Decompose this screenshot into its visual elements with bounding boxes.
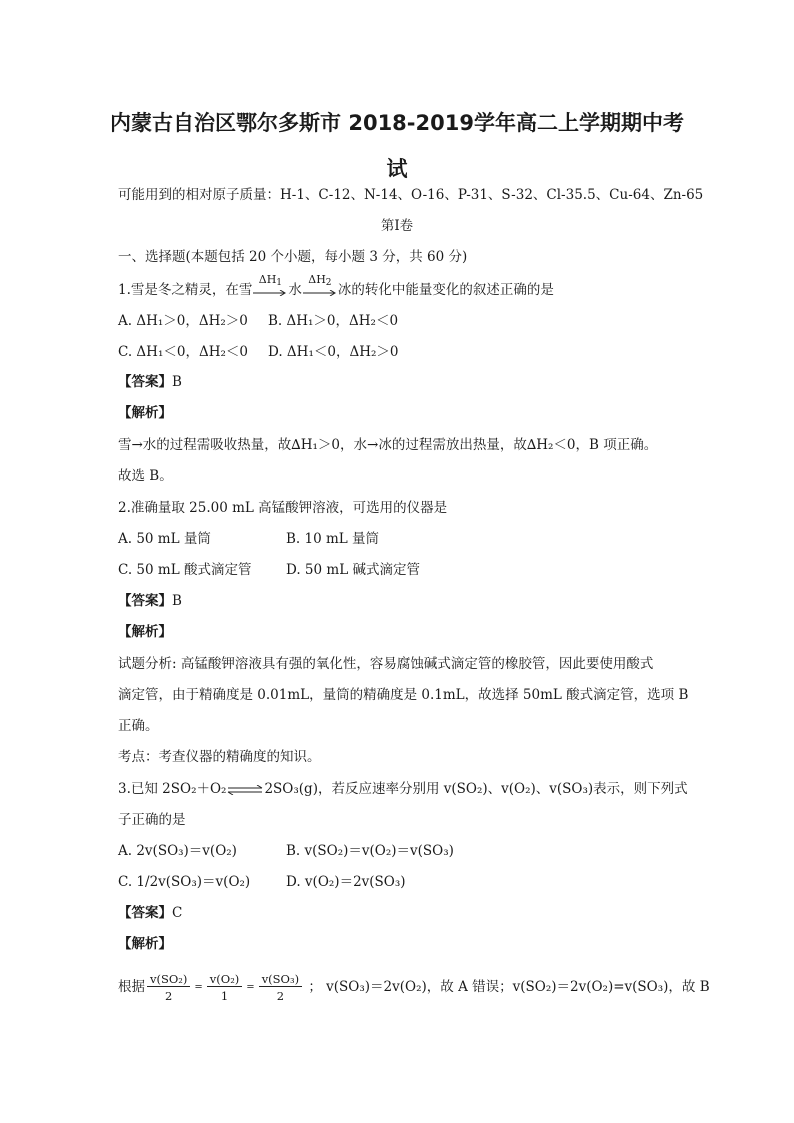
q1-analysis-line-1: 雪→水的过程需吸收热量，故∆H₁＞0，水→冰的过程需放出热量，故∆H₂＜0，B 项正确。 <box>118 437 658 453</box>
q3-stem-end: 2SO₃(g)，若反应速率分别用 v(SO₂)、v(O₂)、v(SO₃)表示，则下列式 <box>264 781 688 797</box>
q1-option-c: C. ΔH₁＜0，ΔH₂＜0 <box>118 344 248 360</box>
q3-option-a: A. 2v(SO₃)＝v(O₂) <box>118 843 237 859</box>
q3-stem <box>118 780 688 798</box>
q1-answer: 【答案】B <box>118 374 182 390</box>
q3-analysis-prefix: 根据 <box>118 979 145 995</box>
q3-analysis-label: 【解析】 <box>118 936 172 952</box>
document-title <box>100 100 694 192</box>
q2-kaodian: 考点：考查仪器的精确度的知识。 <box>118 749 321 765</box>
q2-analysis-line-1: 试题分析: 高锰酸钾溶液具有强的氧化性，容易腐蚀碱式滴定管的橡胶管，因此要使用酸式 <box>118 656 654 672</box>
q1-stem-end: 冰的转化中能量变化的叙述正确的是 <box>337 282 554 298</box>
q1-stem-start: 1.雪是冬之精灵，在雪 <box>118 282 253 298</box>
q1-analysis-label: 【解析】 <box>118 405 172 421</box>
equilibrium-arrow-icon <box>226 785 264 795</box>
fraction-2: $\frac{\text{v(O₂)}}{1}$ <box>207 972 243 1003</box>
q2-option-d: D. 50 mL 碱式滴定管 <box>286 562 420 578</box>
q3-stem-line-2: 子正确的是 <box>118 812 186 828</box>
q1-stem-mid: 水 <box>288 282 302 298</box>
q3-analysis-rest: ； v(SO₃)＝2v(O₂)，故 A 错误；v(SO₂)＝2v(O₂)=v(SO₃)，故 B <box>308 979 710 995</box>
atomic-masses: 可能用到的相对原子质量：H-1、C-12、N-14、O-16、P-31、S-32、Cl-35.5、Cu-64、Zn-65 <box>118 187 704 203</box>
title-line-2: 试 <box>386 157 408 181</box>
q2-stem: 2.准确量取 25.00 mL 高锰酸钾溶液，可选用的仪器是 <box>118 500 448 516</box>
title-line-1: 内蒙古自治区鄂尔多斯市 2018-2019学年高二上学期期中考 <box>110 111 684 135</box>
q1-analysis-line-2: 故选 B。 <box>118 468 173 484</box>
q2-analysis-line-2: 滴定管，由于精确度是 0.01mL，量筒的精确度是 0.1mL，故选择 50mL 酸式滴定管，选项 B <box>118 687 689 703</box>
q2-analysis-line-3: 正确。 <box>118 718 159 734</box>
q3-option-d: D. v(O₂)＝2v(SO₃) <box>286 874 406 890</box>
section-heading: 一、选择题(本题包括 20 个小题，每小题 3 分，共 60 分) <box>118 249 468 265</box>
q2-option-c: C. 50 mL 酸式滴定管 <box>118 562 252 578</box>
q3-analysis-line-1: 根据 $\frac{\text{v(SO₂)}}{2}$ = $\frac{\text{v(O₂)}}{1}$ = $\frac{\text{v(SO₃)}}{2}$ ； v(SO₃)＝2v(O₂)，故 A 错误；v(SO₂)＝2v(O₂)=v(SO₃)，故 B <box>118 972 710 1003</box>
q3-option-c: C. 1/2v(SO₃)＝v(O₂) <box>118 874 251 890</box>
q2-option-b: B. 10 mL 量筒 <box>286 531 380 547</box>
q1-arrow-2: $\Delta H_2$ <box>303 284 337 298</box>
volume-heading: 第Ⅰ卷 <box>380 218 414 234</box>
q3-stem-start: 3.已知 2SO₂＋O₂ <box>118 781 227 797</box>
q1-arrow-1: $\Delta H_1$ <box>253 284 287 298</box>
q2-answer: 【答案】B <box>118 593 182 609</box>
q3-option-b: B. v(SO₂)＝v(O₂)＝v(SO₃) <box>286 843 454 859</box>
q2-analysis-label: 【解析】 <box>118 624 172 640</box>
fraction-1: $\frac{\text{v(SO₂)}}{2}$ <box>147 972 190 1003</box>
q3-answer: 【答案】C <box>118 905 183 921</box>
q1-option-a: A. ΔH₁＞0，ΔH₂＞0 <box>118 313 248 329</box>
q1-option-d: D. ΔH₁＜0，ΔH₂＞0 <box>268 344 399 360</box>
q1-option-b: B. ΔH₁＞0，ΔH₂＜0 <box>268 313 399 329</box>
q1-stem <box>118 272 554 299</box>
q2-option-a: A. 50 mL 量筒 <box>118 531 211 547</box>
fraction-3: $\frac{\text{v(SO₃)}}{2}$ <box>259 972 302 1003</box>
